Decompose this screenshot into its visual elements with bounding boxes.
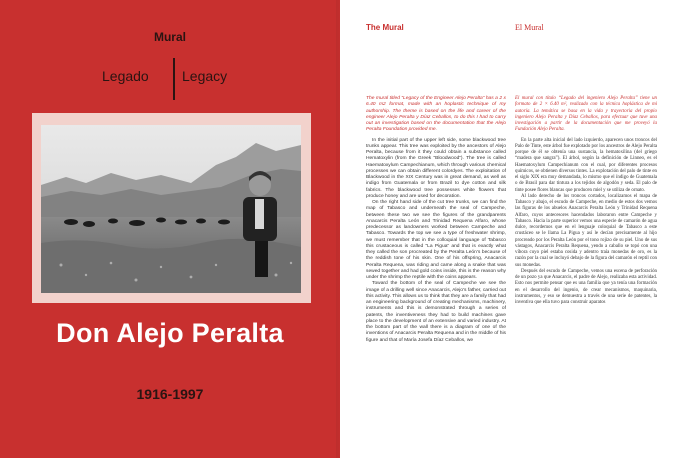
- landscape-photo-image: [41, 125, 301, 293]
- paragraph-spanish-1: En la parte alta inicial del lado izquierdo, aparecen unos troncos del Palo de Tinte, este árbol fue explotado por los ancestros de Alejo Peralta porque de él se obtenía una sustancia, la hematoxilina (del griego “madera que sangra”). El árbol, según la definición de Linneo, es el Haematoxylum Campechianum con el cual, por diferentes procesos químicos, se obtienen diversos tintes. La explotación del palo de tinte en el siglo XIX era muy demandada, lo mismo que el índigo de Guatemala o de Brasil para dar tintura a los tejidos de algodón y seda. El palo de tinte posee flores blancas que producen miel y se utiliza de ornato.: [515, 137, 657, 193]
- paragraph-english-2: On the right hand side of the cut tree trunks, we can find the map of Tabasco and underneath the seal of Campeche, between these two we see the figures of the grandparents Anacarcis Peralta León and Trinidad Requena Alfaro, whose predecessor as landowners worked between Campeche and Tabasco. Towards the top we see a type of freshwater shrimp, we must remember that in the colloquial language of Tabasco this crustaceous is called “La Pigua” and that is exactly what they called the son procreated by the Peralta León’s because of the reddish tone of his skin. One of his offspring, Anacarcis Peralta Requena, was riding and came along a snake that was sewed together and had gold coins inside, this is the reason why under the shrimp the reptile with the coins appears.: [366, 200, 506, 280]
- paragraph-english-3: Toward the bottom of the seal of Campeche we see the image of a drilling well since Anacarcis, Alejo’s father, carried out this activity. This allows us to think that they are a family that had an engineering background of creating mechanisms, machinery, instruments and this is demonstrated through a series of patents, the inventiveness they had to build machines gave place to the development of an extensive and varied industry. At the bottom part of the wall there is a diagram of one of the inventions of Anacarcis Peralta Requena and in the middle of his figure and that of María Josefa Díaz Ceballos, we: [366, 281, 506, 343]
- title-divider: [173, 58, 175, 100]
- english-column: [366, 96, 506, 344]
- paragraph-english-1: In the initial part of the upper left side, some blackwood tree trunks appear. This tree was exploited by the ancestors of Alejo Peralta, because from it they could obtain a substance called Hematoxylin (from the Greek “Bloodwood”). The tree is called Haematoxylum Campechianum, which through various chemical processes we can obtain different colordyes. The exploitation of Blackwood in the XIX Century was in great demand, as well as indigo from Guatemala or from Brazil to dye cotton and silk fabrics. The blackwood tree possesses white flowers that produce honey and are used for decoration.: [366, 137, 506, 199]
- title-english: Legacy: [182, 68, 228, 84]
- spanish-column: [515, 96, 657, 306]
- paragraph-spanish-2: Al lado derecho de los troncos cortados, localizamos el mapa de Tabasco y abajo, el escudo de Campeche, en medio de estos dos vemos las figuras de los abuelos Anacarcis Peralta León y Trinidad Requena Alfaro, cuyos antecesores hacendados laboraron entre Campeche y Tabasco. Hacia la parte superior vemos una especie de camarón de agua dulce, recordemos que en el lenguaje coloquial de Tabasco a este crustáceo se le llama La Pigua y así le decían precisamente al hijo procreado por los Peralta León por el tono rojizo de su piel. Uno de sus vástagos, Anacarcis Peralta Requena, yendo a caballo se topó con una víbora cuyo piel estaba cosida y adentro traía monedas de oro, es la razón por la cual se incluyó debajo de la figura del camarón el reptil con sus monedas.: [515, 193, 657, 268]
- title-spanish: Legado: [102, 68, 149, 84]
- person-name: Don Alejo Peralta: [56, 318, 284, 348]
- right-page-article: [340, 0, 680, 458]
- section-label: Mural: [153, 30, 186, 44]
- heading-spanish: El Mural: [515, 23, 544, 32]
- intro-spanish: El mural con título “Legado del ingeniero Alejo Peralta” tiene un formato de 2 × 6.40 m², realizado con la técnica hoplástica de mi autoría. La temática se basa en la vida y trayectoria del propio ingeniero Alejo Peralta y Díaz Ceballos, para efectuar que tuve una investigación a partir de la documentación que me proveyó la Fundación Alejo Peralta.: [515, 96, 657, 133]
- portrait-photo: [41, 125, 301, 293]
- life-years: 1916-1997: [136, 386, 204, 402]
- intro-english: The mural titled “Legacy of the Engineer Alejo Peralta” has a 2 x 6.40 m2 format, made with an hoplastic technique of my authorship. The theme is based on the life and career of the engineer Alejo Peralta y Díaz Ceballos, to do this I had to carry out an investigation based on the documentation that the Alejo Peralta Foundation provided me.: [366, 96, 506, 133]
- heading-english: The Mural: [366, 23, 404, 32]
- paragraph-spanish-3: Después del escudo de Campeche, vemos una escena de perforación de un pozo ya que Anacarcis, el padre de Alejo, realizaba esta actividad. Esto nos permite pensar que es una familia que ya tenía una formación en el desarrollo del ingenio, de crear mecanismos, maquinaria, instrumentos, y eso se demuestra a través de una serie de patentes, la inventiva que ella tuvo para construir aparatos: [515, 268, 657, 305]
